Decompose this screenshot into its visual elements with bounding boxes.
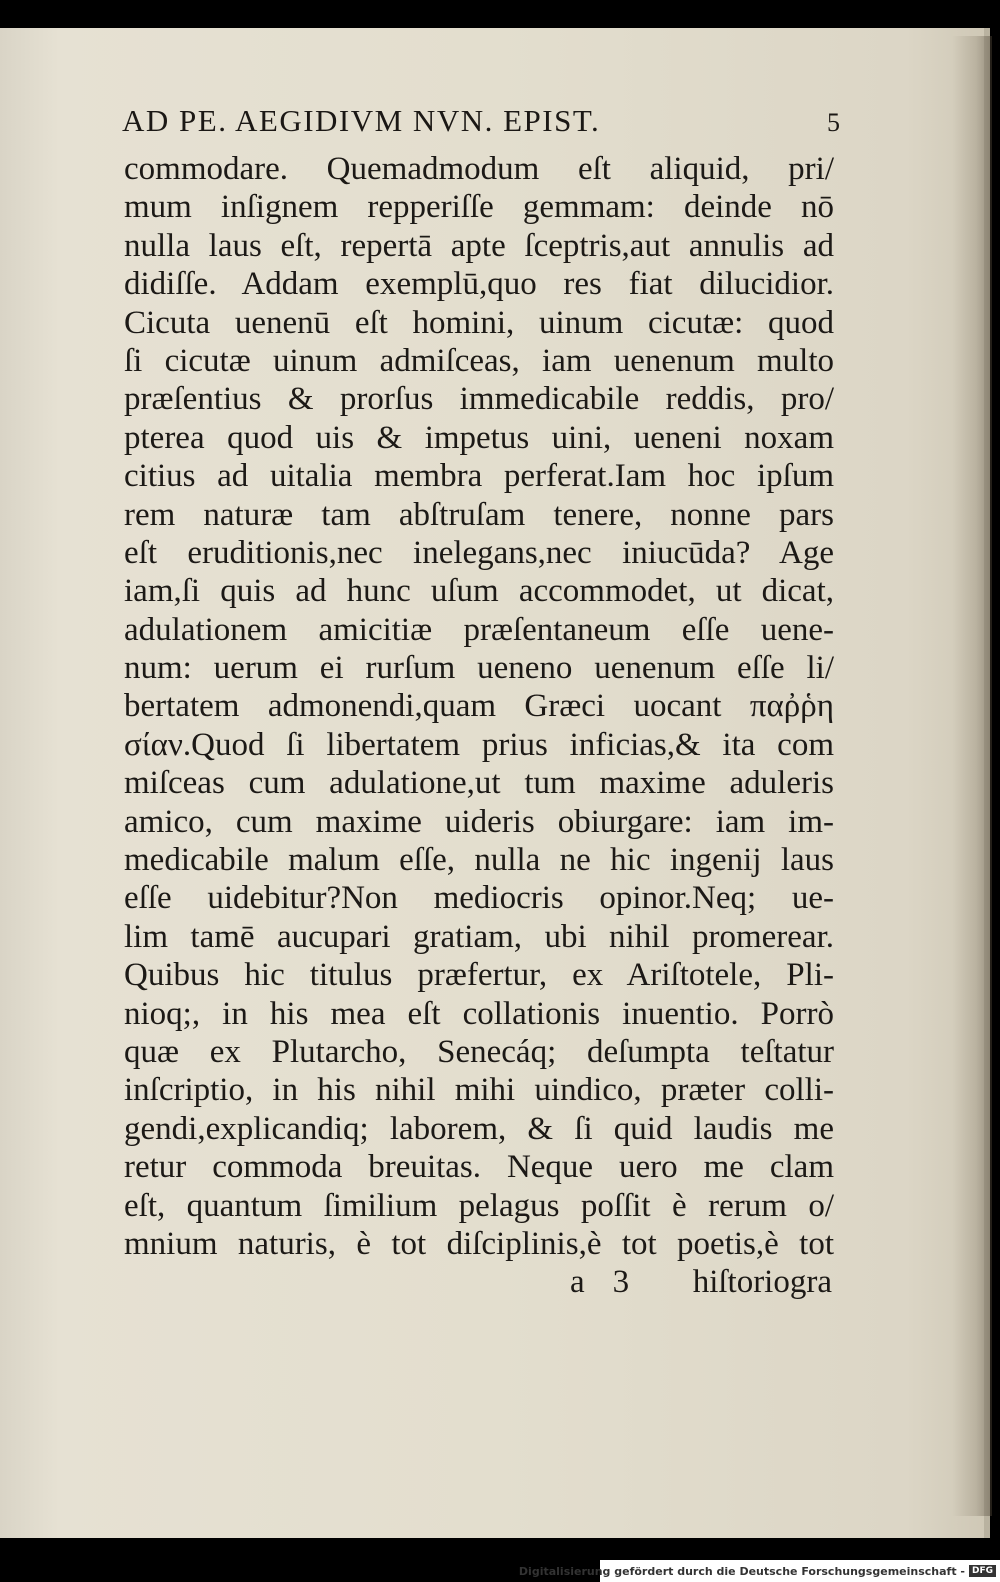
text-line: Cicuta uenenū eſt homini, uinum cicutæ: quod [124, 304, 834, 341]
text-line: mum inſignem repperiſſe gemmam: deinde nō [124, 189, 834, 226]
running-head-title: AD PE. AEGIDIVM NVN. EPIST. [122, 103, 601, 138]
text-line: rem naturæ tam abſtruſam tenere, nonne pars [124, 496, 834, 533]
text-line: mnium naturis, è tot diſciplinis,è tot poetis,è tot [124, 1225, 834, 1262]
text-line: gendi,explicandiq; laborem, & ſi quid laudis me [124, 1110, 834, 1147]
text-line: inſcriptio, in his nihil mihi uindico, præter colli- [124, 1072, 834, 1109]
text-line: medicabile malum eſſe, nulla ne hic ingenij laus [124, 842, 834, 879]
text-line: nioq;, in his mea eſt collationis inuentio. Porrò [124, 995, 834, 1032]
text-line: eſt eruditionis,nec inelegans,nec iniucūda? Age [124, 534, 834, 571]
dfg-logo: DFG [969, 1565, 996, 1577]
text-line: præſentius & prorſus immedicabile reddis, pro/ [124, 381, 834, 418]
signature-catchword-line [570, 1264, 832, 1301]
signature-mark [570, 1264, 629, 1301]
text-line: eſſe uidebitur?Non mediocris opinor.Neq; ue- [124, 880, 834, 917]
text-line: σίαν.Quod ſi libertatem prius inficias,& ita com [124, 726, 834, 763]
signature-letter: a [570, 1264, 585, 1300]
text-line: iam,ſi quis ad hunc uſum accommodet, ut dicat, [124, 573, 834, 610]
text-line: num: uerum ei rurſum ueneno uenenum eſſe li/ [124, 650, 834, 687]
text-line: nulla laus eſt, repertā apte ſceptris,aut annulis ad [124, 227, 834, 264]
text-line: eſt, quantum ſimilium pelagus poſſit è rerum o/ [124, 1187, 834, 1224]
text-line: citius ad uitalia membra perferat.Iam hoc ipſum [124, 458, 834, 495]
catchword: hiſtoriogra [692, 1264, 832, 1300]
text-line: adulationem amicitiæ præſentaneum eſſe uene- [124, 611, 834, 648]
funding-credit: Digitalisierung gefördert durch die Deutsche Forschungsgemeinschaft - [518, 1564, 965, 1578]
page-edge-shadow [952, 36, 992, 1516]
signature-number: 3 [612, 1264, 630, 1300]
text-line: retur commoda breuitas. Neque uero me clam [124, 1149, 834, 1186]
text-line: pterea quod uis & impetus uini, ueneni noxam [124, 419, 834, 456]
text-line: lim tamē aucupari gratiam, ubi nihil promerear. [124, 918, 834, 955]
text-line: ſi cicutæ uinum admiſceas, iam uenenum multo [124, 342, 834, 379]
body-text [124, 150, 834, 1263]
text-line: miſceas cum adulatione,ut tum maxime aduleris [124, 765, 834, 802]
running-head [122, 103, 842, 139]
text-line: amico, cum maxime uideris obiurgare: iam im- [124, 803, 834, 840]
text-line: didiſſe. Addam exemplū,quo res fiat dilucidior. [124, 266, 834, 303]
page-number: 5 [827, 108, 842, 137]
digitization-footer [518, 1560, 1000, 1582]
text-line: Quibus hic titulus præfertur, ex Ariſtotele, Pli- [124, 957, 834, 994]
text-line: quæ ex Plutarcho, Senecáq; deſumpta teſtatur [124, 1033, 834, 1070]
text-line: commodare. Quemadmodum eſt aliquid, pri/ [124, 151, 834, 187]
text-line: bertatem admonendi,quam Græci uocant παῤῥη [124, 688, 834, 725]
